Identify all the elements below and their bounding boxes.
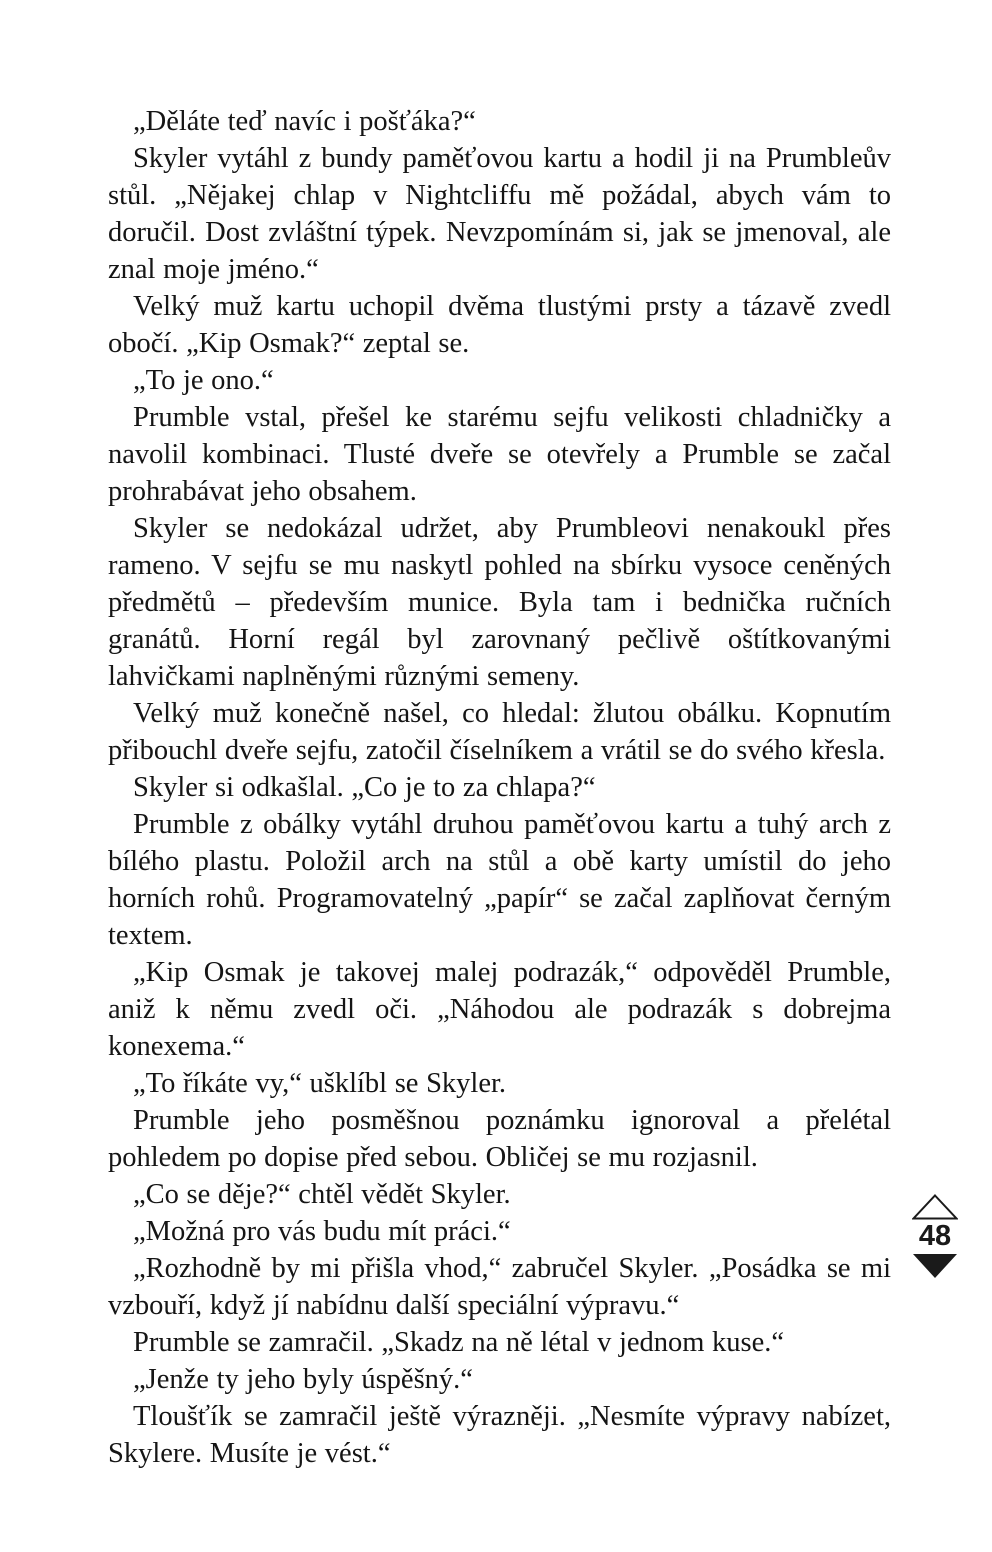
page-navigation (908, 1194, 962, 1279)
paragraph: „Možná pro vás budu mít práci.“ (133, 1216, 511, 1247)
page-down-button[interactable] (912, 1253, 958, 1279)
paragraph: „Kip Osmak je takovej malej podrazák,“ odpověděl Prumble, aniž k němu zvedl oči. „Náhodou ale podrazák s dobrejma konexema.“ (108, 957, 891, 1062)
paragraph: „Rozhodně by mi přišla vhod,“ zabručel Skyler. „Posádka se mi vzbouří, když jí nabídnu další speciální výpravu.“ (108, 1253, 891, 1321)
paragraph: Velký muž konečně našel, co hledal: žlutou obálku. Kopnutím přibouchl dveře sejfu, zatočil číselníkem a vrátil se do svého křesla. (108, 698, 891, 766)
paragraph: Skyler se nedokázal udržet, aby Prumbleovi nenakoukl přes rameno. V sejfu se mu naskytl pohled na sbírku vysoce ceněných předmětů – především munice. Byla tam i bednička ručních granátů. Horní regál byl zarovnaný pečlivě oštítkovanými lahvičkami naplněnými různými semeny. (108, 513, 891, 692)
paragraph: „Co se děje?“ chtěl vědět Skyler. (133, 1179, 511, 1210)
paragraph: Prumble vstal, přešel ke starému sejfu velikosti chladničky a navolil kombinaci. Tlusté dveře se otevřely a Prumble se začal prohrabávat jeho obsahem. (108, 402, 891, 507)
paragraph: Tloušťík se zamračil ještě výrazněji. „Nesmíte výpravy nabízet, Skylere. Musíte je vést.“ (108, 1401, 891, 1469)
paragraph: „To je ono.“ (133, 365, 274, 396)
paragraph: Prumble jeho posměšnou poznámku ignoroval a přelétal pohledem po dopise před sebou. Obličej se mu rozjasnil. (108, 1105, 891, 1173)
page-number: 48 (918, 1220, 952, 1252)
paragraph: Velký muž kartu uchopil dvěma tlustými prsty a tázavě zvedl obočí. „Kip Osmak?“ zeptal se. (108, 291, 891, 359)
paragraph: Prumble z obálky vytáhl druhou paměťovou kartu a tuhý arch z bílého plastu. Položil arch na stůl a obě karty umístil do jeho horních rohů. Programovatelný „papír“ se začal zaplňovat černým textem. (108, 809, 891, 951)
page-text-block (108, 103, 891, 1472)
page-up-button[interactable] (912, 1194, 958, 1220)
paragraph: Skyler si odkašlal. „Co je to za chlapa?“ (133, 772, 596, 803)
paragraph: „To říkáte vy,“ ušklíbl se Skyler. (133, 1068, 507, 1099)
paragraph: „Jenže ty jeho byly úspěšný.“ (133, 1364, 473, 1395)
paragraph: Prumble se zamračil. „Skadz na ně létal v jednom kuse.“ (133, 1327, 785, 1358)
paragraph: Skyler vytáhl z bundy paměťovou kartu a hodil ji na Prumbleův stůl. „Nějakej chlap v Nightcliffu mě požádal, abych vám to doručil. Dost zvláštní týpek. Nevzpomínám si, jak se jmenoval, ale znal moje jméno.“ (108, 143, 891, 285)
triangle-down-icon (912, 1267, 958, 1282)
paragraph: „Děláte teď navíc i pošťáka?“ (133, 106, 476, 137)
